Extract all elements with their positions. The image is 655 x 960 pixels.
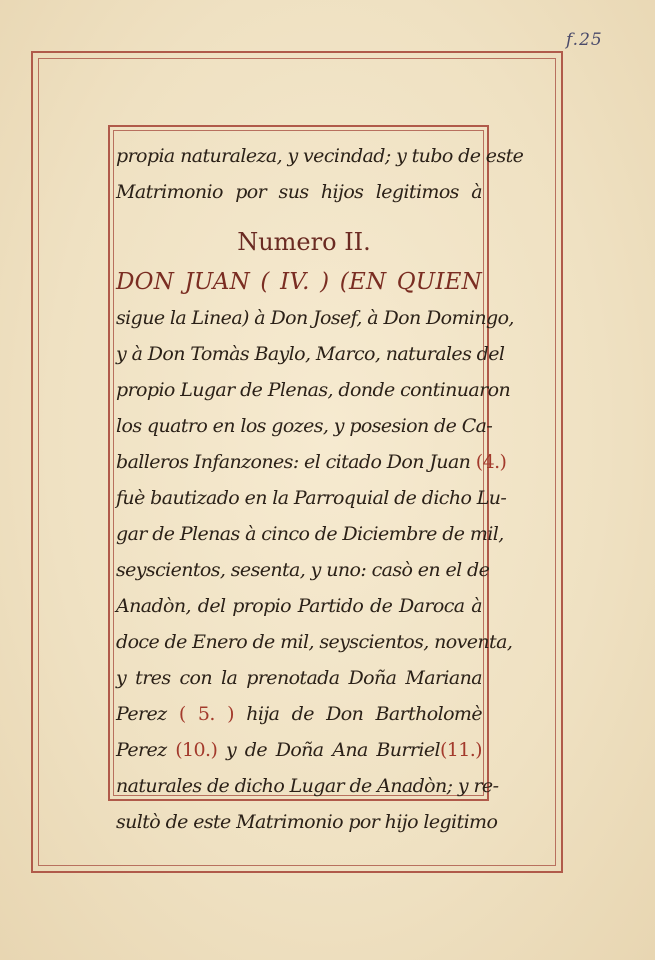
text-line-14-b: hija de Don Bartholomè xyxy=(246,703,482,725)
text-line-15 xyxy=(116,732,482,768)
text-line-13: y tres con la prenotada Doña Mariana xyxy=(116,667,482,689)
text-line-14-a: Perez xyxy=(116,703,167,725)
text-line-17: sultò de este Matrimonio por hijo legitimo xyxy=(116,811,498,833)
text-line-7-text: balleros Infanzones: el citado Don Juan xyxy=(116,451,471,473)
text-line-4: y à Don Tomàs Baylo, Marco, naturales del xyxy=(116,343,505,365)
text-line-9: gar de Plenas à cinco de Diciembre de mil, xyxy=(116,523,504,545)
reference-number: (11.) xyxy=(439,739,482,761)
reference-number: (4.) xyxy=(475,451,507,473)
section-heading: Numero II. xyxy=(237,228,371,256)
title-caps-line: DON JUAN ( IV. ) (EN QUIEN xyxy=(116,269,482,295)
text-line-6: los quatro en los gozes, y posesion de Ca- xyxy=(116,415,493,437)
text-line-10: seyscientos, sesenta, y uno: casò en el de xyxy=(116,559,490,581)
text-line-12: doce de Enero de mil, seyscientos, noventa, xyxy=(116,631,513,653)
text-line-1: propia naturaleza, y vecindad; y tubo de este xyxy=(116,145,524,167)
text-line-14 xyxy=(116,696,482,732)
text-line-3: sigue la Linea) à Don Josef, à Don Domingo, xyxy=(116,307,514,329)
text-line-8: fuè bautizado en la Parroquial de dicho Lu- xyxy=(116,487,507,509)
text-line-16: naturales de dicho Lugar de Anadòn; y re- xyxy=(116,775,499,797)
reference-number: ( 5. ) xyxy=(178,703,234,725)
text-line-7 xyxy=(116,444,507,480)
text-line-2: Matrimonio por sus hijos legitimos à xyxy=(116,181,482,203)
text-line-15-a: Perez xyxy=(116,739,167,761)
folio-number: f.25 xyxy=(566,30,603,50)
text-line-5: propio Lugar de Plenas, donde continuaron xyxy=(116,379,511,401)
text-line-15-b: y de Doña Ana Burriel xyxy=(225,739,440,761)
reference-number: (10.) xyxy=(175,739,218,761)
text-line-11: Anadòn, del propio Partido de Daroca à xyxy=(116,595,482,617)
manuscript-text xyxy=(116,138,524,840)
